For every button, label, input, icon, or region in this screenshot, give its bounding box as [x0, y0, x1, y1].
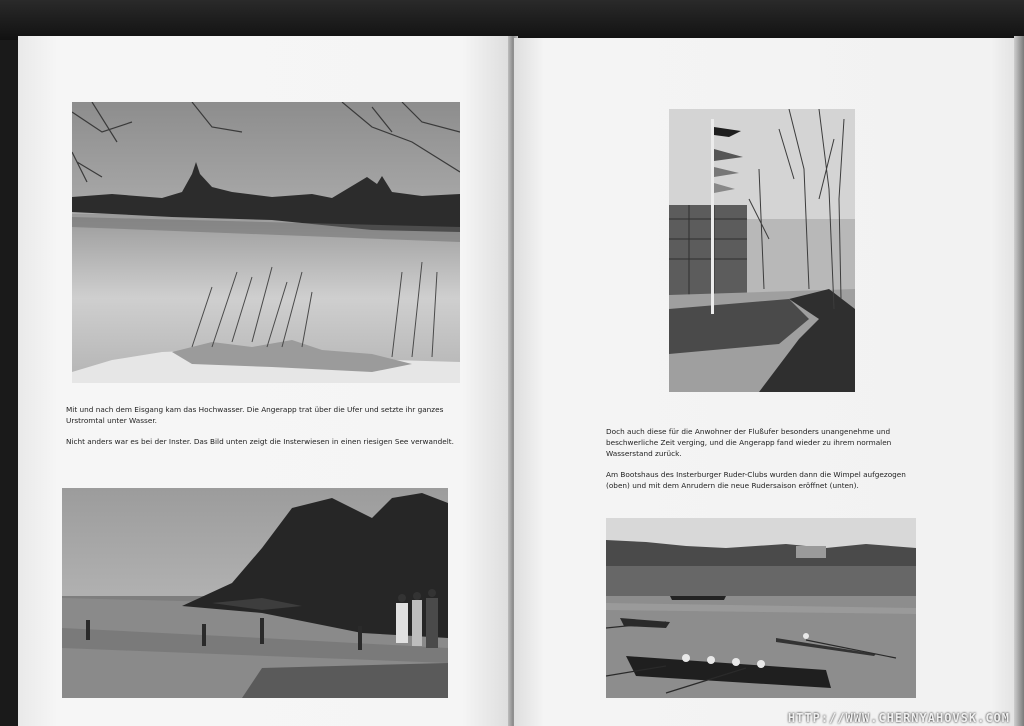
page-edge	[1014, 36, 1024, 726]
photo-flood-angerapp	[72, 102, 460, 383]
watermark: HTTP://WWW.CHERNYAHOVSK.COM	[787, 711, 1010, 725]
caption-paragraph-1: Mit und nach dem Eisgang kam das Hochwasser. Die Angerapp trat über die Ufer und setzte ihr ganzes Urstromtal unter Wasser.	[66, 405, 444, 425]
left-caption	[66, 404, 458, 457]
scan-background	[0, 0, 1024, 40]
right-caption	[606, 426, 920, 501]
caption-paragraph-4: Am Bootshaus des Insterburger Ruder-Clubs wurden dann die Wimpel aufgezogen (oben) und mit dem Anrudern die neue Rudersaison eröffnet (unten).	[606, 470, 906, 490]
caption-paragraph-3: Doch auch diese für die Anwohner der Flußufer besonders unangenehme und beschwerliche Zeit verging, und die Angerapp fand wieder zu ihrem normalen Wasserstand zurück.	[606, 427, 892, 458]
photo-pennants-boathouse	[669, 109, 855, 392]
photo-insterwiesen	[62, 488, 448, 698]
photo-rowing-season	[606, 518, 916, 698]
caption-paragraph-2: Nicht anders war es bei der Inster. Das Bild unten zeigt die Insterwiesen in einen riesigen See verwandelt.	[66, 437, 454, 446]
